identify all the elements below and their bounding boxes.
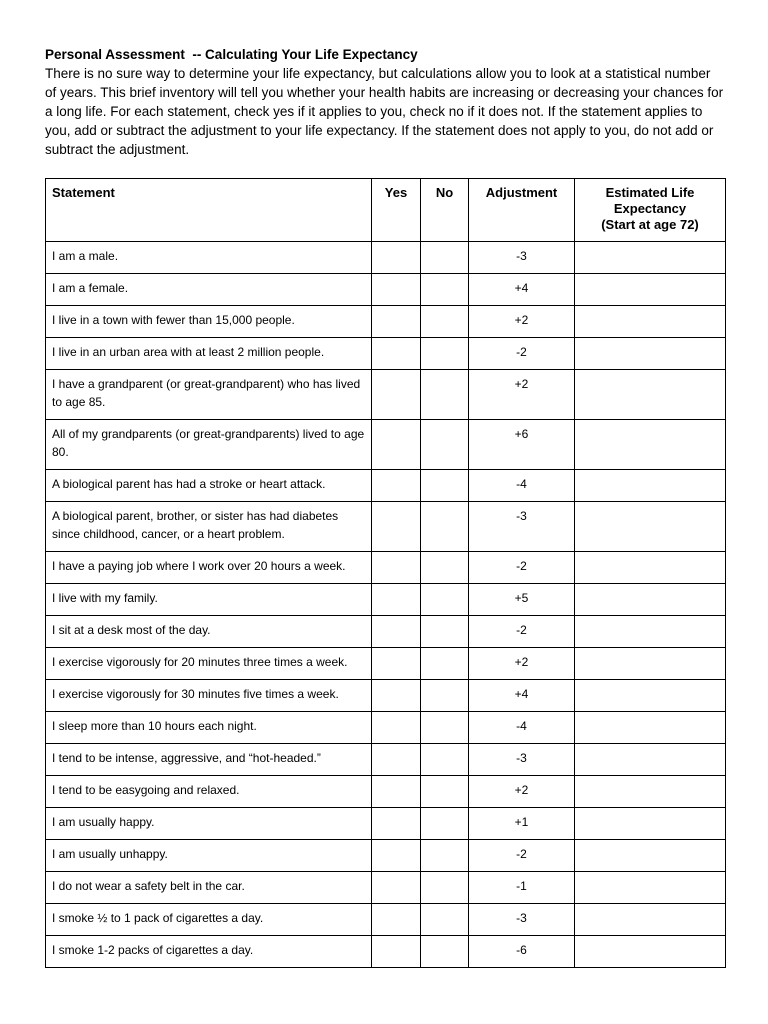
- table-row: [46, 502, 726, 552]
- estimated-life-expectancy-cell[interactable]: [575, 936, 726, 968]
- estimated-life-expectancy-cell[interactable]: [575, 840, 726, 872]
- adjustment-cell: -4: [469, 712, 575, 744]
- estimated-life-expectancy-cell[interactable]: [575, 584, 726, 616]
- no-checkbox-cell[interactable]: [421, 840, 469, 872]
- no-checkbox-cell[interactable]: [421, 616, 469, 648]
- statement-cell: I sleep more than 10 hours each night.: [46, 712, 372, 744]
- table-row: [46, 808, 726, 840]
- yes-checkbox-cell[interactable]: [372, 904, 421, 936]
- estimated-life-expectancy-cell[interactable]: [575, 744, 726, 776]
- no-checkbox-cell[interactable]: [421, 242, 469, 274]
- estimated-life-expectancy-cell[interactable]: [575, 904, 726, 936]
- yes-checkbox-cell[interactable]: [372, 712, 421, 744]
- table-row: [46, 274, 726, 306]
- adjustment-cell: -2: [469, 840, 575, 872]
- yes-checkbox-cell[interactable]: [372, 274, 421, 306]
- estimated-life-expectancy-cell[interactable]: [575, 872, 726, 904]
- statement-cell: I smoke ½ to 1 pack of cigarettes a day.: [46, 904, 372, 936]
- statement-cell: I tend to be intense, aggressive, and “hot-headed.”: [46, 744, 372, 776]
- adjustment-cell: -3: [469, 502, 575, 552]
- no-checkbox-cell[interactable]: [421, 680, 469, 712]
- adjustment-cell: +2: [469, 776, 575, 808]
- column-header-adjustment: Adjustment: [469, 179, 575, 242]
- estimated-life-expectancy-cell[interactable]: [575, 470, 726, 502]
- yes-checkbox-cell[interactable]: [372, 840, 421, 872]
- estimated-life-expectancy-cell[interactable]: [575, 616, 726, 648]
- estimated-label: Estimated Life Expectancy: [605, 185, 695, 216]
- yes-checkbox-cell[interactable]: [372, 306, 421, 338]
- yes-checkbox-cell[interactable]: [372, 680, 421, 712]
- statement-cell: I sit at a desk most of the day.: [46, 616, 372, 648]
- statement-cell: A biological parent has had a stroke or heart attack.: [46, 470, 372, 502]
- document-title: Personal Assessment -- Calculating Your Life Expectancy: [45, 47, 418, 62]
- adjustment-cell: +4: [469, 680, 575, 712]
- statement-cell: I am usually unhappy.: [46, 840, 372, 872]
- column-header-statement: Statement: [46, 179, 372, 242]
- statement-cell: All of my grandparents (or great-grandparents) lived to age 80.: [46, 420, 372, 470]
- table-row: [46, 776, 726, 808]
- estimated-life-expectancy-cell[interactable]: [575, 502, 726, 552]
- no-checkbox-cell[interactable]: [421, 470, 469, 502]
- estimated-life-expectancy-cell[interactable]: [575, 242, 726, 274]
- column-header-estimated: [575, 179, 726, 242]
- estimated-life-expectancy-cell[interactable]: [575, 680, 726, 712]
- estimated-life-expectancy-cell[interactable]: [575, 370, 726, 420]
- no-checkbox-cell[interactable]: [421, 584, 469, 616]
- adjustment-cell: -6: [469, 936, 575, 968]
- no-checkbox-cell[interactable]: [421, 744, 469, 776]
- column-header-no: No: [421, 179, 469, 242]
- estimated-life-expectancy-cell[interactable]: [575, 648, 726, 680]
- no-checkbox-cell[interactable]: [421, 936, 469, 968]
- adjustment-cell: +4: [469, 274, 575, 306]
- table-row: [46, 470, 726, 502]
- adjustment-cell: -3: [469, 904, 575, 936]
- yes-checkbox-cell[interactable]: [372, 370, 421, 420]
- table-row: [46, 420, 726, 470]
- no-checkbox-cell[interactable]: [421, 274, 469, 306]
- table-row: [46, 242, 726, 274]
- yes-checkbox-cell[interactable]: [372, 552, 421, 584]
- adjustment-cell: -2: [469, 616, 575, 648]
- table-row: [46, 616, 726, 648]
- estimated-life-expectancy-cell[interactable]: [575, 808, 726, 840]
- yes-checkbox-cell[interactable]: [372, 744, 421, 776]
- table-row: [46, 936, 726, 968]
- adjustment-cell: -2: [469, 552, 575, 584]
- yes-checkbox-cell[interactable]: [372, 616, 421, 648]
- estimated-life-expectancy-cell[interactable]: [575, 776, 726, 808]
- no-checkbox-cell[interactable]: [421, 648, 469, 680]
- statement-cell: I live in an urban area with at least 2 million people.: [46, 338, 372, 370]
- assessment-table: [45, 178, 726, 968]
- table-row: [46, 552, 726, 584]
- adjustment-cell: +2: [469, 370, 575, 420]
- document-header: [45, 46, 725, 159]
- table-row: [46, 744, 726, 776]
- table-row: [46, 584, 726, 616]
- statement-cell: A biological parent, brother, or sister has had diabetes since childhood, cancer, or a heart problem.: [46, 502, 372, 552]
- statement-cell: I tend to be easygoing and relaxed.: [46, 776, 372, 808]
- no-checkbox-cell[interactable]: [421, 502, 469, 552]
- statement-cell: I am a female.: [46, 274, 372, 306]
- yes-checkbox-cell[interactable]: [372, 872, 421, 904]
- no-checkbox-cell[interactable]: [421, 872, 469, 904]
- no-checkbox-cell[interactable]: [421, 420, 469, 470]
- yes-checkbox-cell[interactable]: [372, 584, 421, 616]
- adjustment-cell: +2: [469, 306, 575, 338]
- table-row: [46, 306, 726, 338]
- table-row: [46, 370, 726, 420]
- yes-checkbox-cell[interactable]: [372, 936, 421, 968]
- statement-cell: I exercise vigorously for 20 minutes three times a week.: [46, 648, 372, 680]
- estimated-life-expectancy-cell[interactable]: [575, 552, 726, 584]
- statement-cell: I live in a town with fewer than 15,000 people.: [46, 306, 372, 338]
- adjustment-cell: -3: [469, 242, 575, 274]
- no-checkbox-cell[interactable]: [421, 776, 469, 808]
- statement-cell: I am a male.: [46, 242, 372, 274]
- yes-checkbox-cell[interactable]: [372, 776, 421, 808]
- statement-cell: I am usually happy.: [46, 808, 372, 840]
- no-checkbox-cell[interactable]: [421, 306, 469, 338]
- column-header-yes: Yes: [372, 179, 421, 242]
- adjustment-cell: -4: [469, 470, 575, 502]
- table-row: [46, 680, 726, 712]
- table-row: [46, 712, 726, 744]
- adjustment-cell: -1: [469, 872, 575, 904]
- table-row: [46, 338, 726, 370]
- table-row: [46, 840, 726, 872]
- yes-checkbox-cell[interactable]: [372, 470, 421, 502]
- yes-checkbox-cell[interactable]: [372, 242, 421, 274]
- no-checkbox-cell[interactable]: [421, 338, 469, 370]
- yes-checkbox-cell[interactable]: [372, 420, 421, 470]
- intro-paragraph: There is no sure way to determine your life expectancy, but calculations allow you to look at a statistical number of years. This brief inventory will tell you whether your health habits are increasing or decreasing your chances for a long life. For each statement, check yes if it applies to you, check no if it does not. If the statement applies to you, add or subtract the adjustment to your life expectancy. If the statement does not apply to you, do not add or subtract the adjustment.: [45, 66, 724, 157]
- statement-cell: I have a grandparent (or great-grandparent) who has lived to age 85.: [46, 370, 372, 420]
- adjustment-cell: -2: [469, 338, 575, 370]
- no-checkbox-cell[interactable]: [421, 370, 469, 420]
- adjustment-cell: +5: [469, 584, 575, 616]
- no-checkbox-cell[interactable]: [421, 552, 469, 584]
- adjustment-cell: +2: [469, 648, 575, 680]
- yes-checkbox-cell[interactable]: [372, 808, 421, 840]
- statement-cell: I live with my family.: [46, 584, 372, 616]
- yes-checkbox-cell[interactable]: [372, 338, 421, 370]
- estimated-life-expectancy-cell[interactable]: [575, 712, 726, 744]
- statement-cell: I have a paying job where I work over 20 hours a week.: [46, 552, 372, 584]
- adjustment-cell: +6: [469, 420, 575, 470]
- no-checkbox-cell[interactable]: [421, 904, 469, 936]
- estimated-sublabel: (Start at age 72): [601, 217, 699, 232]
- yes-checkbox-cell[interactable]: [372, 502, 421, 552]
- yes-checkbox-cell[interactable]: [372, 648, 421, 680]
- table-header-row: [46, 179, 726, 242]
- table-row: [46, 904, 726, 936]
- no-checkbox-cell[interactable]: [421, 712, 469, 744]
- adjustment-cell: -3: [469, 744, 575, 776]
- estimated-life-expectancy-cell[interactable]: [575, 274, 726, 306]
- table-row: [46, 872, 726, 904]
- adjustment-cell: +1: [469, 808, 575, 840]
- table-row: [46, 648, 726, 680]
- estimated-life-expectancy-cell[interactable]: [575, 338, 726, 370]
- estimated-life-expectancy-cell[interactable]: [575, 420, 726, 470]
- no-checkbox-cell[interactable]: [421, 808, 469, 840]
- estimated-life-expectancy-cell[interactable]: [575, 306, 726, 338]
- statement-cell: I smoke 1-2 packs of cigarettes a day.: [46, 936, 372, 968]
- statement-cell: I do not wear a safety belt in the car.: [46, 872, 372, 904]
- statement-cell: I exercise vigorously for 30 minutes five times a week.: [46, 680, 372, 712]
